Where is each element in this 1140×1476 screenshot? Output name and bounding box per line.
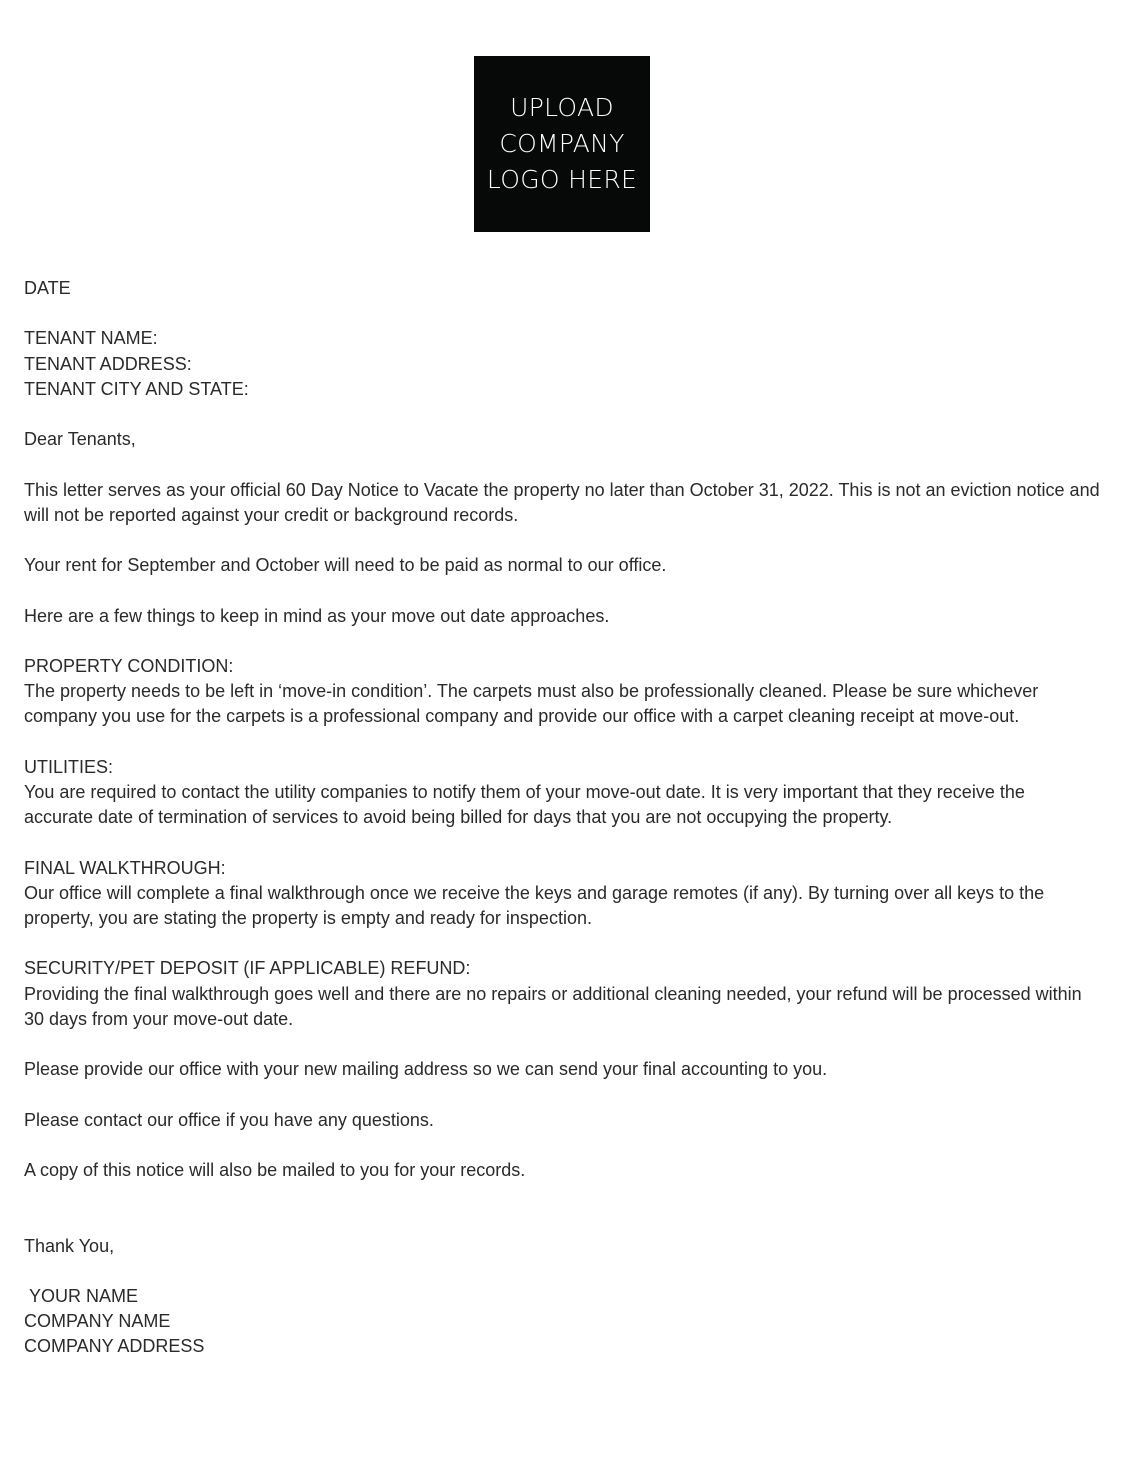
intro-paragraph: Here are a few things to keep in mind as your move out date approaches.: [24, 605, 610, 626]
letter-body: [24, 276, 1124, 1360]
section-text: Our office will complete a final walkthrough once we receive the keys and garage remotes (if any). By turning over all keys to the property, you are stating the property is empty and ready for inspection.: [24, 882, 1045, 928]
logo-placeholder-text: [487, 90, 637, 198]
section-heading: FINAL WALKTHROUGH:: [24, 857, 226, 878]
company-logo-placeholder: [474, 56, 650, 232]
tenant-address-field: TENANT ADDRESS:: [24, 353, 192, 374]
logo-line: UPLOAD: [510, 93, 614, 122]
notice-paragraph: This letter serves as your official 60 Day Notice to Vacate the property no later than October 31, 2022. This is not an eviction notice and will not be reported against your credit or background records.: [24, 479, 1100, 525]
signature-company-name: COMPANY NAME: [24, 1311, 171, 1332]
date-field: DATE: [24, 278, 71, 298]
mailing-paragraph: Please provide our office with your new mailing address so we can send your final accounting to you.: [24, 1059, 828, 1080]
copy-paragraph: A copy of this notice will also be mailed to you for your records.: [24, 1159, 526, 1180]
logo-line: LOGO HERE: [486, 165, 638, 194]
sign-off: Thank You,: [24, 1235, 115, 1256]
contact-paragraph: Please contact our office if you have any questions.: [24, 1109, 434, 1130]
signature-name: YOUR NAME: [24, 1285, 139, 1306]
section-heading: SECURITY/PET DEPOSIT (IF APPLICABLE) REFUND:: [24, 958, 471, 979]
section-text: The property needs to be left in ‘move-in condition’. The carpets must also be professionally cleaned. Please be sure whichever company you use for the carpets is a professional company and provide our office with a carpet cleaning receipt at move-out.: [24, 681, 1039, 727]
tenant-name-field: TENANT NAME:: [24, 328, 158, 349]
tenant-city-state-field: TENANT CITY AND STATE:: [24, 378, 249, 399]
section-heading: PROPERTY CONDITION:: [24, 655, 234, 676]
rent-paragraph: Your rent for September and October will need to be paid as normal to our office.: [24, 555, 667, 576]
signature-company-address: COMPANY ADDRESS: [24, 1336, 205, 1357]
logo-line: COMPANY: [499, 129, 625, 158]
greeting: Dear Tenants,: [24, 429, 136, 450]
section-text: Providing the final walkthrough goes well and there are no repairs or additional cleaning needed, your refund will be processed within 30 days from your move-out date.: [24, 983, 1082, 1029]
section-text: You are required to contact the utility companies to notify them of your move-out date. It is very important that they receive the accurate date of termination of services to avoid being billed for days that you are not occupying the property.: [24, 781, 1025, 828]
section-heading: UTILITIES:: [24, 756, 114, 777]
